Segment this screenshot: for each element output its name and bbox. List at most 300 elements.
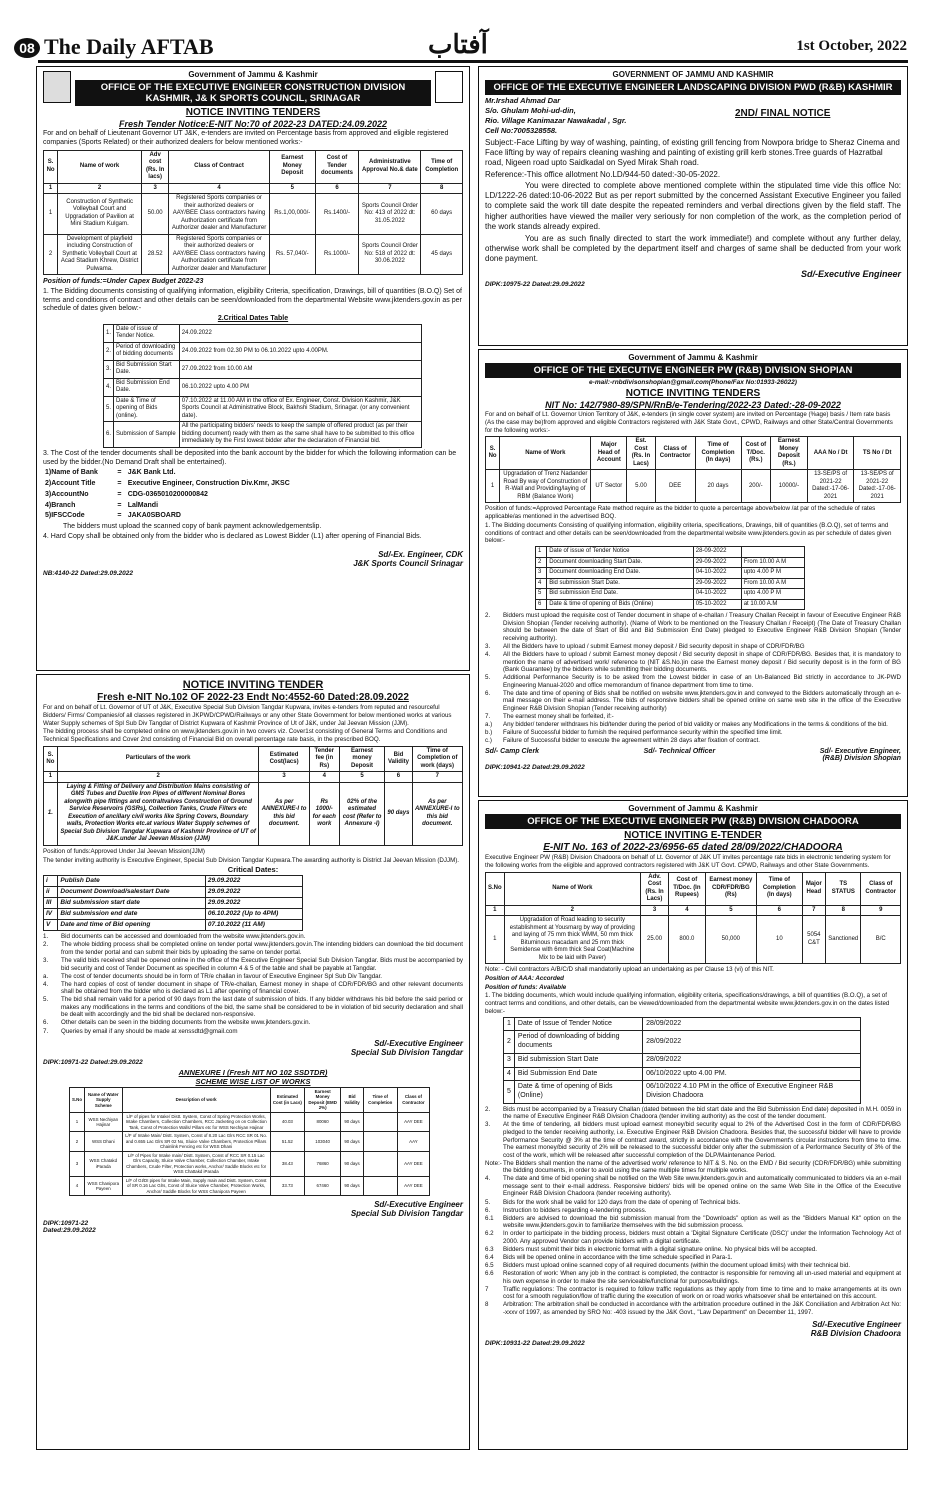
table-cell: Bid submission Start Date. [547, 578, 694, 589]
table-cell: 38.43 [270, 1151, 304, 1176]
table-cell: CDG-0365010200000842 [127, 490, 208, 498]
bank-row [43, 490, 337, 501]
table-cell: Date of issue of Tender Notice [547, 547, 694, 558]
column-header: 7 [412, 772, 462, 783]
column-header: 4 [669, 905, 705, 916]
table-cell: WSS Dhani [85, 1132, 123, 1152]
table-cell [363, 1151, 397, 1176]
list-item [485, 1121, 901, 1159]
table-cell: 2. [104, 342, 114, 360]
issue-date: 1st October, 2022 [796, 38, 907, 54]
table-cell: 2 [536, 557, 547, 568]
list-item-number: b.) [485, 729, 493, 737]
list-item-text: Bids must be accompanied by a Treasury Challan (dated between the bid start date and the Bid Submission End date) deposited in M.H. 0059 in the name of Executive Engineer R&B Division Chadoora (tender inviting authority) as the cost of the tender document. [503, 1105, 901, 1121]
list-item [485, 1160, 901, 1175]
list-item [485, 1199, 901, 1207]
ad-shopian [478, 349, 908, 797]
list-item-number: 5. [43, 996, 49, 1004]
table-cell: = [117, 480, 122, 487]
date-row [536, 557, 805, 568]
column-header: Bid Validity [341, 1087, 364, 1112]
table-row [44, 194, 463, 235]
notice-heading: NOTICE INVITING E-TENDER [624, 830, 762, 841]
table-cell: 90 days [385, 782, 412, 845]
table-cell: 67460 [305, 1176, 341, 1196]
table-cell: Bid Submission Start Date. [114, 360, 180, 378]
column-header: 8 [421, 183, 463, 194]
table-cell: 04-10-2022 [693, 568, 741, 579]
list-item-number: a.) [485, 721, 493, 728]
table-cell: 3 [70, 1151, 85, 1176]
table-cell: From 10.00 A M [741, 578, 805, 589]
list-item [485, 612, 901, 642]
table-cell: L/F of Pipes for Intake main/ Distt. System, Const of RCC SR 0.15 Lac Glrs Capacity, Sluice Valve Chamber, Collection Chamber, Intake Chambers, Crude Filter, Protection works, Anchor/ Saddle Blocks etc for WSS Chattakd iParada [122, 1151, 270, 1176]
masthead [0, 0, 945, 62]
column-header: 2 [58, 183, 142, 194]
table-cell: 33.73 [270, 1176, 304, 1196]
column-header: Estimated Cost (in Lacs) [270, 1087, 304, 1112]
list-item [485, 1286, 901, 1301]
intro-text: For and on behalf of Lieutenant Governor UT J&K, e-tenders are invited on Percentage basis from approved and eligible registered companies (Sports Related) or their authorized dealers for below mentioned works:- [43, 130, 449, 146]
signature-1: Sd/-Executive Engineer [812, 1320, 901, 1330]
para-4: 4. Hard Copy shall be obtained only from the bidder who is declared as Lowest Bidder (L1) after opening of Financial Bids. [43, 532, 422, 540]
table-cell: Rs.1000/- [315, 234, 359, 275]
aaa-position: Position of AAA: Accorded [485, 974, 564, 982]
signature-clerk: Sd/- Camp Clerk [485, 747, 540, 755]
list-item-text: The date and time of bid opening shall be notified on the Web Site www.jktenders.gov.in and automatically communicated to bidders via an e-mail message sent to their e-mail address. Responsive bidders' bids will be opened online on the same Web Site in the Office of the Executive Engineer R&B Division Chadoora (tender receiving authority). [503, 1175, 901, 1198]
column-header: 5 [705, 905, 757, 916]
list-item-number: 6.4 [485, 1253, 494, 1261]
table-cell: 28/09/2022 [643, 1053, 861, 1067]
list-item-number: 4. [43, 980, 49, 988]
signature-engineer: Sd/- Executive Engineer, [819, 747, 901, 755]
table-cell: As per ANNEXURE-I to this bid document. [412, 782, 462, 845]
table-cell: 02% of the estimated cost (Refer to Annexure -I) [339, 782, 384, 845]
table-cell: 50.00 [142, 194, 169, 235]
table-cell: at 10.00 A.M [741, 599, 805, 610]
bank-row [43, 468, 337, 479]
list-item-text: Traffic regulations: The contractor is required to follow traffic regulations as they apply from time to time and to make arrangements at its own cost for a smooth regulation/flow of traffic during the execution of work on or road works whatsoever shall be entertained on this account. [503, 1285, 901, 1301]
list-item-number: 6. [485, 689, 491, 697]
list-item [43, 981, 463, 996]
header-row [486, 437, 901, 470]
ad-chadoora [478, 800, 908, 1450]
column-header: Name of Water Supply Scheme [85, 1087, 123, 1112]
list-item-number: 4. [485, 650, 491, 658]
table-cell: Registered Sports companies or their authorized dealers or AAY/BEE Class contractors having Authorization certificate from Authorizer dealer and Manufacturer [169, 234, 270, 275]
notice-heading: 2ND/ FINAL NOTICE [735, 108, 831, 119]
list-item [485, 1301, 901, 1316]
table-cell: 4 [504, 1067, 515, 1081]
table-cell: ii [44, 886, 58, 897]
list-item [43, 941, 463, 956]
column-header: Earnest money CDR/FDR/BG (Rs) [705, 872, 757, 905]
table-cell: 10 [757, 916, 802, 964]
table-cell: Submission of Sample [114, 422, 180, 448]
table-cell: 29.09.2022 [205, 875, 303, 886]
bank-row [43, 511, 337, 522]
list-item-text: Bids for the work shall be valid for 120 days from the date of opening of Technical bids. [503, 1198, 741, 1206]
list-item-text: Additional Performance Security is to be asked from the Lowest bidder in case of an Un-Balanced Bid strictly in accordance to JK-PWD Engineering Manual-2020 and office memorandum of finance department from time to time. [503, 674, 901, 689]
list-item [485, 737, 901, 745]
office-banner: OFFICE OF THE EXECUTIVE ENGINEER LANDSCAPING DIVISION PWD (R&B) KASHMIR [485, 80, 901, 95]
table-cell: Bid Submission End Date [514, 1067, 642, 1081]
office-banner: OFFICE OF THE EXECUTIVE ENGINEER PW (R&B) DIVISION CHADOORA [485, 814, 901, 829]
table-cell: 1 [486, 470, 500, 503]
signature-officer: Sd/- Technical Officer [643, 747, 716, 755]
column-header: Class of Contractor [397, 1087, 430, 1112]
column-header: 7 [802, 905, 826, 916]
list-item [485, 1246, 901, 1254]
column-header: TS STATUS [826, 872, 861, 905]
column-header: Est. Cost (Rs. In Lacs) [627, 437, 656, 470]
list-item [43, 1019, 463, 1027]
funds-position: Position of funds:Approved Under Jal Jeevan Mission(JJM) [43, 847, 205, 855]
column-header: TS No / Dt [854, 437, 901, 470]
list-item-text: Failure of Successful bidder to execute the agreement within 28 days after fixation of contract. [503, 737, 760, 745]
table-cell: Document downloading Start Date. [547, 557, 694, 568]
table-cell: Date of issue of Tender Notice. [114, 324, 180, 342]
column-header: 3 [142, 183, 169, 194]
table-cell: Date and time of Bid opening [58, 920, 205, 931]
column-header: Time of Completion (In days) [695, 437, 741, 470]
column-header: AAA No / Dt [807, 437, 854, 470]
column-header: Name of Work [504, 872, 640, 905]
body-para-2: You are as such finally directed to start the work immediate!) and complete without any further delay, otherwise work shall be completed by the department itself and charges of same shall be deducted from your work done payment. [485, 233, 901, 264]
table-cell: Bid submission Start Date [514, 1053, 642, 1067]
table-cell: 07.10.2022 (11 AM) [205, 920, 303, 931]
table-cell: 800.0 [669, 916, 705, 964]
bank-row [43, 479, 337, 490]
annexure-subtitle: SCHEME WISE LIST OF WORKS [195, 1077, 311, 1087]
list-item-number: 7. [485, 712, 491, 720]
table-row [486, 470, 901, 503]
table-cell: 07.10.2022 at 11.00 AM in the office of Ex. Engineer, Const. Division Kashmir, J&K Sports Council at Administrative Block, Bakhshi Stadium, Srinagar. (or any convenient date). [179, 396, 421, 422]
table-cell: Date & time of opening of Bids (Online) [514, 1081, 642, 1104]
table-cell: 2 [504, 1031, 515, 1054]
table-cell: 200/- [741, 470, 770, 503]
column-header: 6 [757, 905, 802, 916]
table-cell: 1. [104, 324, 114, 342]
list-item-text: Bidders must upload the requisite cost of Tender document in shape of e-challan / Treasury Challan Receipt in favour of Executive Engineer R&B Division Shopian (Tender receiving authority). (Name of Work to be mentioned on the Treasury Challan / Receipt) (The Date of Treasury Challan should be between the date of Start of Bid and Bid Submission End Date) pledged to Executive Engineer R&B Division Shopian (Tender receiving authority). [503, 612, 901, 642]
signature-1: Sd/-Executive Engineer [374, 1039, 463, 1049]
bank-details [43, 468, 337, 522]
list-item-text: The earnest money shall be forfeited, if:- [503, 712, 614, 720]
table-cell [363, 1132, 397, 1152]
list-item-number: 8 [485, 1301, 489, 1309]
list-item [485, 713, 901, 721]
table-cell: 29-09-2022 [693, 557, 741, 568]
column-header: S.No [486, 872, 505, 905]
column-header: Earnest Money Deposit (EMD 2%) [305, 1087, 341, 1112]
table-cell: Date & Time of opening of Bids (online). [114, 396, 180, 422]
table-cell: Development of playfield including Construction of Synthetic Volleyball Court at Acad Stadium Khrew, District Pulwama. [58, 234, 142, 275]
column-header: Time of Completion [363, 1087, 397, 1112]
table-cell: 28/09/2022 [643, 1017, 861, 1031]
table-cell [363, 1176, 397, 1196]
intro-text: For and on behalf of Lt. Governor of UT of J&K, Executive Special Sub Division Tangdar Kupwara, invites e-tenders from reputed and resourceful Bidders/ Firms/ Companies/of all classes registered in JKPWD/CPWD/Railways or any other State Government for below mentioned works at various Water Supply schemes of Spl Sub Div Tangdar of District Kupwara of Kashmir Province of Ut of J&K, under Jal Jeevan Mission (JJM). [43, 704, 452, 727]
reference-text: Reference:-This office allotment No.LD/944-50 dated:-30-05-2022. [485, 169, 721, 179]
table-cell: 3 [504, 1053, 515, 1067]
table-cell: 5 [536, 589, 547, 600]
table-cell: = [117, 490, 122, 498]
list-item-text: Queries by email if any should be made at xenssdtd@gmail.com [61, 1027, 238, 1035]
table-cell: 103040 [305, 1132, 341, 1152]
list-item-number: 6.2 [485, 1230, 494, 1238]
column-header: 6 [385, 772, 412, 783]
table-cell: 4 [70, 1176, 85, 1196]
number-row [44, 772, 463, 783]
list-item [485, 643, 901, 651]
para-1: 1. The bidding documents, which would include qualifying information, eligibility criteria, specifications/drawings, a bill of quantities (B.O.Q), a set of contract terms and conditions, and other details, can be viewed/downloaded from the departmental website www.jktenders.gov.in on the dates listed below:- [485, 992, 890, 1015]
table-cell: Bid submission start date [58, 897, 205, 908]
table-cell: 5 [504, 1081, 515, 1104]
number-row [486, 905, 901, 916]
nit-number: Fresh e-NIT No.102 OF 2022-23 Endt No:4552-60 Dated:28.09.2022 [97, 692, 409, 703]
government-line: GOVERNMENT OF JAMMU AND KASHMIR [612, 70, 774, 79]
table-cell: AAY [397, 1132, 430, 1152]
table-cell: 04-10-2022 [693, 589, 741, 600]
list-item [485, 1262, 901, 1270]
list-item-text: The hard copies of cost of tender document in shape of TR/e-challan, Earnest money in shape of CDR/FDR/BG and other relevant documents shall be obtained from the bidder who is declared as L1 after opening of financial cover. [61, 980, 463, 996]
table-cell: JAKA0SBOARD [127, 512, 181, 520]
table-cell: IV [44, 909, 58, 920]
critical-dates-table [43, 875, 303, 932]
table-cell: AAY DEE [397, 1176, 430, 1196]
list-item-number: 7. [43, 1027, 49, 1035]
date-row [504, 1031, 861, 1054]
table-row [70, 1112, 430, 1132]
table-cell: Rs. 57,040/- [269, 234, 315, 275]
list-item-text: At the time of tendering, all bidders must upload earnest money/bid security equal to 2% of the Advertised Cost in the form of CDR/FDR/BG pledged to the tender receiving authority, i.e. Executive Engineer R&B Division Chadoora. Besides that, the successful bidder will have to provide Performance Security @ 3% at the time of contract award, strictly in accordance with the Government's circular instructions from time to time. The earnest money/bid security of 2% will be released to the successful bidder only after the submission of a Performance Security of 3% of the cost of the work, which will be released after successful completion of the DLP/Maintenance Period. [503, 1121, 901, 1159]
list-item-number: 2. [43, 941, 49, 949]
column-header: Earnest Money Deposit (Rs.) [771, 437, 808, 470]
column-header: Class of Contractor [655, 437, 695, 470]
table-row [44, 782, 463, 845]
table-cell: All the participating bidders' needs to keep the sample of offered product (as per their bidding document) ready with them as the same shall have to be submitted to this office immediately by the First lowest bidder after the declaration of Financial bid. [179, 422, 421, 448]
list-item-text: The whole bidding process shall be completed online on tender portal www.jktenders.gov.in.The intending bidders can download the bid document from the tender portal and can submit their bids by uploading the same on tender portal. [61, 941, 463, 956]
column-header: S.No [70, 1087, 85, 1112]
date-row [104, 360, 422, 378]
date-row [536, 568, 805, 579]
date-row [536, 589, 805, 600]
signature-4: Special Sub Division Tangdar [350, 1209, 463, 1219]
table-cell: 5054 C&T [802, 916, 826, 964]
table-cell: Construction of Synthetic Volleyball Court and Upgradation of Pavilion at Mini Stadium Kulgam. [58, 194, 142, 235]
table-cell: WSS Chatakd iParada [85, 1151, 123, 1176]
list-item-text: The Bidders shall mention the name of the advertised work/ reference to NIT & S. No. on the EMD / Bid security (CDR/FDR/BG) while submitting the bidding documents, in order to avoid using the same multiple times for multiple works. [503, 1159, 901, 1175]
notice-heading: NOTICE INVITING TENDER [182, 679, 324, 691]
table-cell: 80060 [305, 1112, 341, 1132]
table-cell: 76860 [305, 1151, 341, 1176]
annexure-table [69, 1087, 430, 1197]
date-row [536, 599, 805, 610]
list-item-number: 3. [485, 642, 491, 650]
list-item-text: Bidders must submit their bids in electronic format with a digital signature online. No physical bids will be accepted. [503, 1245, 817, 1253]
signature-2: R&B Division Chadoora [810, 1329, 901, 1339]
table-cell: 6 [536, 599, 547, 610]
list-item-text: Restoration of work: When any job in the contract is completed, the contractor is responsible for removing all un-used material and equipment at his own expense in order to make the site serviceable/functional for purpose/buildings. [503, 1270, 901, 1285]
signature-2: J&K Sports Council Srinagar [353, 558, 463, 568]
column-header: 4 [169, 183, 270, 194]
date-row [104, 342, 422, 360]
list-item-number: a. [43, 972, 49, 980]
annexure-title: ANNEXURE I (Fresh NIT NO 102 SSDTDR) [178, 1068, 328, 1078]
date-row [104, 396, 422, 422]
table-cell: 45 days [421, 234, 463, 275]
table-cell: Executive Engineer, Construction Div.Kmr, JKSC [127, 480, 290, 487]
addressee-cell: Cell No:7005328558. [485, 126, 558, 136]
table-row [70, 1151, 430, 1176]
table-cell: V [44, 920, 58, 931]
column-header: 6 [315, 183, 359, 194]
addressee-name: Mr.Irshad Ahmad Dar [485, 96, 561, 105]
column-header: S. No [44, 150, 58, 183]
list-item-number: 3. [485, 1121, 491, 1129]
column-header: Time of Completion [421, 150, 463, 183]
column-header: 9 [861, 905, 901, 916]
para-1: 1. The Bidding documents Consisting of qualifying information, eligibility criteria, specifications, Drawings, bill of quantities (B.O.Q), set of terms and conditions of contract and other details can be seen/downloaded from the departmental website www.jktenders.gov.in as per schedule of dates given below:- [485, 521, 892, 545]
table-cell: 4. [104, 378, 114, 396]
table-cell: 27.09.2022 from 10.00 AM [179, 360, 421, 378]
signature-division: (R&B) Division Shopian [822, 754, 901, 762]
sports-logo-icon [435, 71, 463, 103]
notice-heading: NOTICE INVITING TENDERS [625, 388, 761, 400]
list-item [485, 729, 901, 737]
table-cell: Period of downloading of bidding documents [114, 342, 180, 360]
table-cell: 06.10.2022 upto 4.00 PM [179, 378, 421, 396]
para-1: 1. The Bidding documents consisting of qualifying information, eligibility Criteria, specification, Drawings, bill of quantities (B.O.Q) Set of terms and conditions of contract and other details can be seen/downloaded from the departmental Website www.jktenders.gov.in as per schedule of dates given below:- [43, 287, 462, 313]
column-header: 4 [309, 772, 339, 783]
table-cell: 2 [70, 1132, 85, 1152]
dipk-ref-2: DIPK:10971-22 [43, 1220, 89, 1228]
date-row [104, 378, 422, 396]
table-cell: 3 [536, 568, 547, 579]
table-cell: 06/10/2022 upto 4.00 PM. [643, 1067, 861, 1081]
list-item-number: 5. [485, 1198, 491, 1206]
table-cell: AAY DEE [397, 1112, 430, 1132]
bank-row [43, 501, 337, 512]
column-header: Administrative Approval No.& date [359, 150, 421, 183]
signature: Sd/-Executive Engineer [800, 268, 901, 279]
table-cell: Date of Issue of Tender Notice [514, 1017, 642, 1031]
notice-heading: NOTICE INVITING TENDERS [185, 107, 321, 118]
addressee-parent: S/o. Ghulam Mohi-ud-din, [485, 106, 576, 116]
para-3: 3. The Cost of the tender documents shall be deposited into the bank account by the bidder for which the following information can be used by the bidder.(No Demand Draft shall be entertained). [43, 449, 457, 466]
table-cell: From 10.00 A M [741, 557, 805, 568]
nit-number: Fresh Tender Notice:E-NIT No:70 of 2022-23 DATED:24.09.2022 [118, 119, 388, 129]
table-cell: Bid submission end date [58, 909, 205, 920]
column-header: S. No [486, 437, 500, 470]
column-header: Adv cost (Rs. In lacs) [142, 150, 169, 183]
list-item [43, 1028, 463, 1036]
table-cell: Sports Council Order No: 413 of 2022 dt: 31.05.2022 [359, 194, 421, 235]
list-item-text: Bidders are advised to download the bid submission manual from the "Downloads" option as well as the "Bidders Manual Kit" option on the website www.jktenders.gov.in to familiarize themselves with the bid submission process. [503, 1214, 901, 1230]
column-header: 5 [269, 183, 315, 194]
dipk-ref: NB:4140-22 Dated:29.09.2022 [43, 569, 133, 577]
header-row [70, 1087, 430, 1112]
column-header: 1 [44, 183, 58, 194]
table-cell: 4)Branch [45, 501, 76, 509]
list-item-text: The cost of tender documents should be in form of TR/e challan in favour of Executive Engineer Spl Sub Div Tangdar. [61, 972, 383, 980]
table-cell: AAY DEE [397, 1151, 430, 1176]
date-row [504, 1053, 861, 1067]
office-banner: OFFICE OF THE EXECUTIVE ENGINEER PW (R&B) DIVISION SHOPIAN [485, 363, 901, 378]
critical-dates-table [503, 1017, 861, 1104]
header-row [44, 746, 463, 772]
signature-3: Sd/-Executive Engineer [374, 1200, 463, 1210]
column-header: 1 [486, 905, 505, 916]
date-row [104, 324, 422, 342]
list-item-text: Bids will be opened online in accordance with the time schedule specified in Para-1. [503, 1253, 733, 1261]
works-table [43, 150, 463, 276]
table-cell: Rs 1000/- for each work [309, 782, 339, 845]
column-header: Class of Contractor [861, 872, 901, 905]
column-header: Time of Completion (In days) [757, 872, 802, 905]
table-cell: Laying & Fitting of Delivery and Distribution Mains consisting of GMS Tubes and Ductile Iron Pipes of different Nominal Bores alongwith pipe fittings and contraltvalves Construction of Ground Service Reservoirs (GSRs), Collection Tanks, Crude Filters etc Execution of ancillary civil works like Spring Covers, Boundary walls, Protection Works etc.at various Water Supply schemes of Special Sub Division Tangdar Kupwara of Kashmir Province of UT of J&K.under Jal Jeevan Mission (JJM) [57, 782, 259, 845]
list-item-text: Arbitration: The arbitration shall be conducted in accordance with the arbitration procedure outlined in the J&K Conciliation and Arbitration Act No: -xxxv of 1997, as amended by SRO No: -403 issued by the J&K Govt., "Law Department" on December 11, 1997. [503, 1301, 901, 1316]
column-header: 2 [57, 772, 259, 783]
table-cell: = [117, 501, 122, 509]
date-row [44, 909, 303, 920]
table-cell: Rs.1,00,000/- [269, 194, 315, 235]
column-header: Major Head [802, 872, 826, 905]
column-header: 3 [259, 772, 309, 783]
table-cell: 5.00 [627, 470, 656, 503]
table-cell: 5. [104, 396, 114, 422]
table-cell: Document Download/salestart Date [58, 886, 205, 897]
table-cell: 20 days [695, 470, 741, 503]
intro-text: Executive Engineer PW (R&B) Division Chadoora on behalf of Lt. Governor of J&K UT invites percentage rate bids in electronic tendering system for the following works from the eligible and approved contractors registered with J&K UT Govt. CPWD, Railways and other State Governments. [485, 854, 891, 869]
addressee-address: Rio. Village Kanimazar Nawakadal , Sgr. [485, 116, 627, 126]
para-3b: The bidders must upload the scanned copy of bank payment acknowledgementslip. [63, 523, 322, 530]
date-row [504, 1067, 861, 1081]
column-header: 3 [640, 905, 668, 916]
dipk-date-2: Dated:29.09.2022 [43, 1227, 96, 1235]
office-banner: OFFICE OF THE EXECUTIVE ENGINEER CONSTRUCTION DIVISION KASHMIR, J& K SPORTS COUNCIL, SRINAGAR [75, 80, 431, 106]
table-cell: 3)AccountNo [45, 490, 89, 498]
dipk-ref: DIPK:10971-22 Dated:29.09.2022 [43, 1059, 143, 1067]
intro-text-2: The bidding process shall be completed online on www.jktenders.gov.in in two covers viz. Cover1st consisting of General Terms and Conditions and Technical Specifications and Cover 2nd consisting of Financial Bid on overall percentage rate basis, in the prescribed BOQ. [43, 728, 447, 743]
column-header: S. No [44, 746, 58, 772]
list-item-text: Instruction to bidders regarding e-tendering process. [503, 1206, 647, 1214]
table-cell: 6. [104, 422, 114, 448]
header-row [44, 150, 463, 183]
list-item-text: The bid shall remain valid for a period of 90 days from the last date of submission of bids. If any bidder withdraws his bid before the said period or makes any modifications in the terms and conditions of the bid, the same shall be considered to be in violation of bid security declaration and shall be dealt with accordingly and the bid shall be declared non-responsive. [61, 996, 463, 1019]
list-item-text: Bid documents can be accessed and downloaded from the website www.jktenders.gov.in. [61, 933, 306, 941]
list-item-number: 6.1 [485, 1214, 494, 1222]
table-row [70, 1132, 430, 1152]
list-item-number: 2. [485, 612, 491, 620]
table-cell: Period of downloading of bidding documents [514, 1031, 642, 1054]
table-cell: 25.00 [640, 916, 668, 964]
table-cell: Document downloading End Date. [547, 568, 694, 579]
table-cell: 60 days [421, 194, 463, 235]
list-item-number: Note:- [485, 1159, 502, 1167]
date-row [536, 578, 805, 589]
list-item [485, 690, 901, 713]
list-item [485, 651, 901, 674]
date-row [44, 920, 303, 931]
column-header: 8 [826, 905, 861, 916]
list-item [43, 973, 463, 981]
table-cell [741, 547, 805, 558]
table-cell: 13-SE/PS of 2021-22 Dated:-17-06-2021 [854, 470, 901, 503]
ad-landscaping [478, 66, 908, 346]
ad-sports-council [36, 66, 470, 671]
table-cell: Date & time of opening of Bids (Online) [547, 599, 694, 610]
column-header: Major Head of Account [591, 437, 627, 470]
